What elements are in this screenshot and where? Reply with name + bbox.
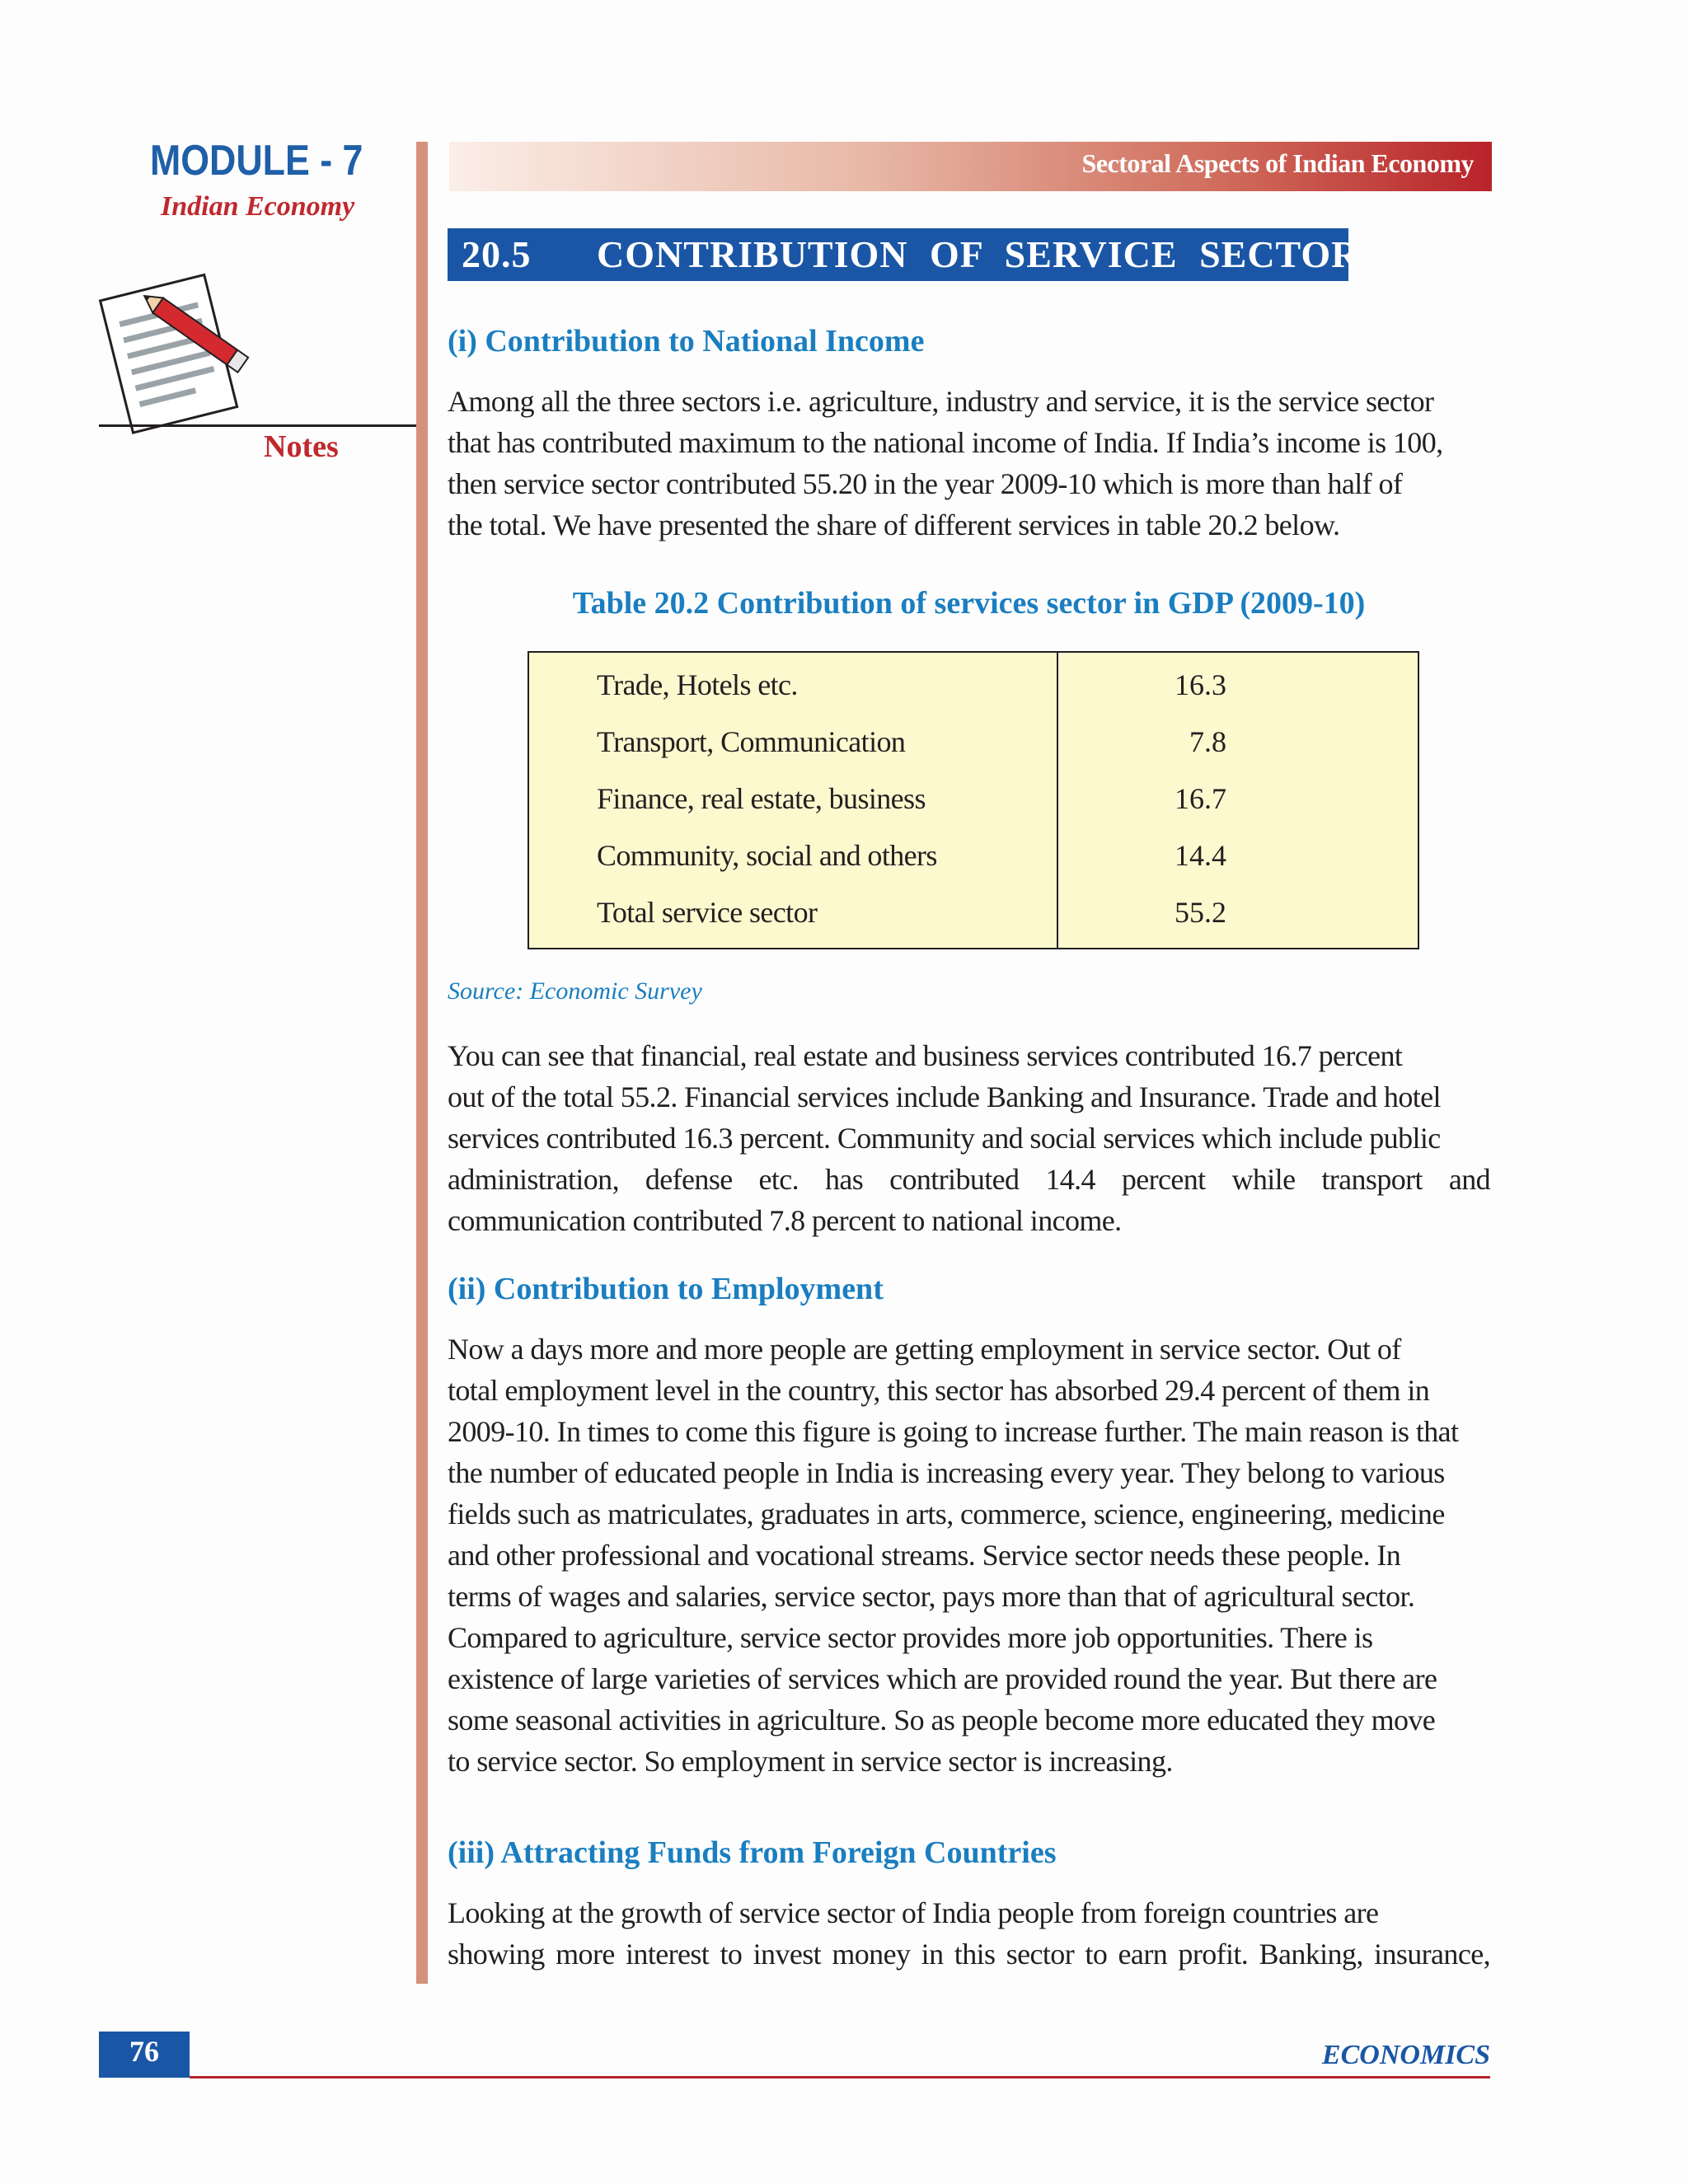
notes-label: Notes: [264, 429, 339, 464]
services-table: [528, 651, 1419, 949]
table-caption: Table 20.2 Contribution of services sector in GDP (2009-10): [572, 586, 1366, 621]
table-source: Source: Economic Survey: [448, 977, 702, 1005]
text-line: total employment level in the country, this sector has absorbed 29.4 percent of them in: [448, 1374, 1430, 1407]
text-line: and other professional and vocational streams. Service sector needs these people. In: [448, 1539, 1401, 1572]
text-line: to service sector. So employment in service sector is increasing.: [448, 1745, 1173, 1778]
table-row: [529, 838, 1418, 895]
text-line: then service sector contributed 55.20 in the year 2009-10 which is more than half of: [448, 467, 1403, 500]
footer-book-title: ECONOMICS: [1321, 2040, 1490, 2070]
table-row: [529, 724, 1418, 781]
text-line: You can see that financial, real estate and business services contributed 16.7 percent: [448, 1039, 1403, 1072]
footer-rule: [190, 2076, 1490, 2079]
section-number: 20.5: [462, 233, 532, 275]
paragraph-table-discussion: [448, 1035, 1490, 1241]
text-line: Now a days more and more people are getting employment in service sector. Out of: [448, 1333, 1401, 1366]
module-subject: Indian Economy: [161, 191, 355, 222]
text-line: that has contributed maximum to the national income of India. If India’s income is 100,: [448, 426, 1443, 459]
notes-divider: [99, 424, 416, 427]
subheading-employment: (ii) Contribution to Employment: [448, 1272, 884, 1306]
table-cell-value: 55.2: [1175, 896, 1226, 929]
table-cell-label: Total service sector: [597, 896, 818, 929]
page-number: 76: [129, 2035, 159, 2068]
text-line: Compared to agriculture, service sector provides more job opportunities. There is: [448, 1621, 1373, 1654]
text-line: some seasonal activities in agriculture. So as people become more educated they move: [448, 1704, 1436, 1736]
subheading-national-income: (i) Contribution to National Income: [448, 324, 925, 359]
notes-pencil-icon: [92, 264, 265, 445]
text-line: out of the total 55.2. Financial services include Banking and Insurance. Trade and hotel: [448, 1080, 1441, 1113]
margin-bar: [416, 142, 428, 1984]
paragraph-foreign-funds: [448, 1892, 1490, 1975]
text-line: fields such as matriculates, graduates in arts, commerce, science, engineering, medicine: [448, 1497, 1445, 1530]
table-cell-label: Community, social and others: [597, 839, 937, 872]
table-row: [529, 668, 1418, 724]
text-line: 2009-10. In times to come this figure is going to increase further. The main reason is that: [448, 1415, 1459, 1448]
paragraph-national-income: [448, 381, 1490, 546]
table-cell-label: Transport, Communication: [597, 725, 906, 758]
table-column-divider: [1057, 651, 1058, 949]
table-cell-value: 14.4: [1175, 839, 1226, 872]
table-row: [529, 781, 1418, 838]
paragraph-employment: [448, 1329, 1490, 1782]
text-line: showing more interest to invest money in this sector to earn profit. Banking, insurance,: [448, 1938, 1490, 1971]
section-title: CONTRIBUTION OF SERVICE SECTOR: [597, 233, 1360, 275]
table-cell-value: 16.3: [1175, 668, 1226, 701]
text-line: Among all the three sectors i.e. agriculture, industry and service, it is the service sector: [448, 385, 1434, 418]
module-label: MODULE - 7: [150, 137, 363, 185]
running-title: Sectoral Aspects of Indian Economy: [1081, 148, 1474, 178]
text-line: terms of wages and salaries, service sector, pays more than that of agricultural sector.: [448, 1580, 1415, 1613]
text-line: the total. We have presented the share of different services in table 20.2 below.: [448, 509, 1340, 541]
table-cell-label: Finance, real estate, business: [597, 782, 926, 815]
text-line: administration, defense etc. has contributed 14.4 percent while transport and: [448, 1163, 1490, 1196]
text-line: services contributed 16.3 percent. Community and social services which include public: [448, 1122, 1441, 1155]
text-line: Looking at the growth of service sector of India people from foreign countries are: [448, 1896, 1379, 1929]
table-cell-label: Trade, Hotels etc.: [597, 668, 798, 701]
section-heading: [462, 232, 1359, 276]
table-cell-value: 16.7: [1175, 782, 1226, 815]
subheading-foreign-funds: (iii) Attracting Funds from Foreign Countries: [448, 1835, 1057, 1870]
table-row: [529, 895, 1418, 952]
table-cell-value: 7.8: [1189, 725, 1226, 758]
text-line: communication contributed 7.8 percent to national income.: [448, 1204, 1122, 1237]
text-line: existence of large varieties of services which are provided round the year. But there are: [448, 1662, 1437, 1695]
text-line: the number of educated people in India is increasing every year. They belong to various: [448, 1456, 1445, 1489]
